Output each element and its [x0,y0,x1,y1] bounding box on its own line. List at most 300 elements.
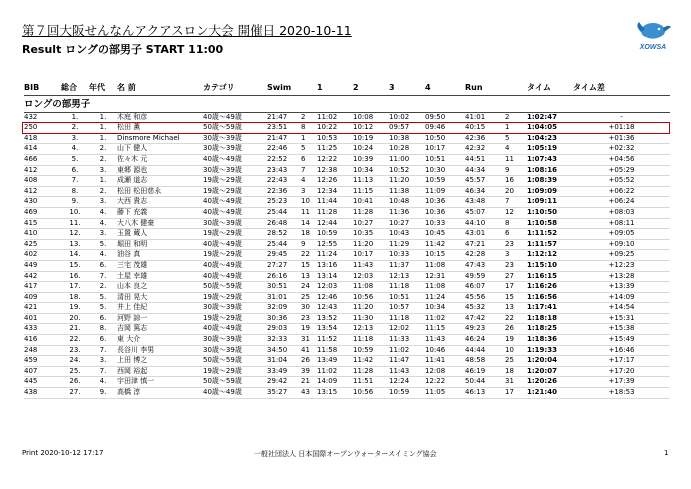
table-cell: 11:37 [389,260,425,271]
table-cell: 12:46 [317,292,353,303]
table-cell: 11:44 [317,197,353,208]
table-cell: 11:09 [425,186,465,197]
table-cell: 9. [89,388,117,399]
table-cell: +13:39 [573,282,670,293]
table-cell: 13:49 [317,356,353,367]
table-cell: 大八木 健豪 [117,218,203,229]
table-cell: 31 [505,377,527,388]
table-cell: 11:42 [353,356,389,367]
table-row [24,186,670,197]
table-cell: 10 [301,197,317,208]
table-cell: 8. [89,324,117,335]
table-cell: 13 [505,303,527,314]
table-cell: 23. [61,345,89,356]
table-cell: 22:46 [267,144,301,155]
table-cell: 12:22 [317,154,353,165]
table-cell: 412 [24,186,61,197]
table-cell: 12:26 [317,176,353,187]
table-cell: 18. [61,292,89,303]
table-cell: 22:36 [267,186,301,197]
table-row [24,123,670,134]
table-cell: 1:18:36 [527,335,573,346]
table-cell: 430 [24,197,61,208]
table-cell: 4. [89,207,117,218]
table-cell: 12:44 [317,218,353,229]
table-cell: 1:02:47 [527,112,573,123]
table-cell: 30:36 [267,313,301,324]
table-cell: 10:22 [317,123,353,134]
table-cell: 10:02 [389,112,425,123]
table-cell: 40歳〜49歳 [203,271,267,282]
table-cell: 1:20:26 [527,377,573,388]
table-cell: 10:51 [425,154,465,165]
table-cell: +14:54 [573,303,670,314]
table-cell: 8 [301,123,317,134]
table-cell: 50歳〜59歳 [203,356,267,367]
table-cell: 24. [61,356,89,367]
table-cell: 6. [89,313,117,324]
table-cell: 19歳〜29歳 [203,176,267,187]
table-row [24,260,670,271]
table-cell: 50:44 [465,377,505,388]
table-cell: 408 [24,176,61,187]
footer-org: 一般社団法人 日本国際オープンウォータースイミング協会 [254,450,437,458]
table-cell: 11. [61,218,89,229]
table-cell: 三宅 茂雄 [117,260,203,271]
table-row [24,239,670,250]
table-cell: 30歳〜39歳 [203,218,267,229]
table-cell: 油谷 真 [117,250,203,261]
table-cell: 21 [301,377,317,388]
table-cell: 藤下 充義 [117,207,203,218]
table-cell: 5. [89,239,117,250]
table-cell: 河野 諒一 [117,313,203,324]
table-cell: 22. [61,335,89,346]
table-cell: 30 [301,303,317,314]
table-cell: 1:21:40 [527,388,573,399]
table-cell: 11:20 [353,303,389,314]
footer-page: 1 [664,449,669,457]
table-cell: 4. [89,250,117,261]
table-row [24,292,670,303]
table-cell: 442 [24,271,61,282]
table-cell: 2. [89,186,117,197]
table-cell: 10:41 [353,197,389,208]
table-cell: 30歳〜39歳 [203,303,267,314]
table-cell: 32:09 [267,303,301,314]
table-cell: 1:20:07 [527,366,573,377]
section-row [24,95,670,112]
table-cell: +05:52 [573,176,670,187]
table-cell: 13 [301,271,317,282]
table-cell: 3. [89,356,117,367]
table-cell: 10:50 [425,133,465,144]
table-cell: 5. [61,154,89,165]
table-cell: 清田 晃大 [117,292,203,303]
table-row [24,207,670,218]
table-cell: 11:08 [353,282,389,293]
table-cell: 5. [89,292,117,303]
table-cell: 248 [24,345,61,356]
table-cell: 1. [89,133,117,144]
table-cell: 12. [61,229,89,240]
column-header: 4 [425,83,465,95]
table-cell: +08:11 [573,218,670,229]
table-cell: 46:19 [465,366,505,377]
table-cell: 40歳〜49歳 [203,112,267,123]
table-cell: 大西 貴志 [117,197,203,208]
table-cell: 11:28 [317,207,353,218]
table-cell: 32:33 [267,335,301,346]
table-cell: 11:08 [425,282,465,293]
table-cell: 9. [61,197,89,208]
table-cell: 成瀬 道志 [117,176,203,187]
table-cell: 09:50 [425,112,465,123]
table-cell: 12:34 [317,186,353,197]
table-row [24,324,670,335]
table-cell: 11:33 [389,335,425,346]
table-cell: 10:17 [353,250,389,261]
table-cell: 445 [24,377,61,388]
table-cell: 11:28 [353,366,389,377]
table-cell: 11:20 [389,176,425,187]
table-cell: 12:13 [389,271,425,282]
table-cell: 4 [505,144,527,155]
table-cell: 12:13 [353,324,389,335]
table-row [24,271,670,282]
table-cell: 10:48 [389,197,425,208]
table-cell: 3 [301,186,317,197]
table-cell: 49:23 [465,324,505,335]
table-cell: 3. [89,197,117,208]
table-cell: 10:59 [353,345,389,356]
table-cell: 27. [61,388,89,399]
table-cell: 10:24 [353,144,389,155]
table-cell: 11:41 [425,356,465,367]
table-cell: 10:45 [425,229,465,240]
table-cell: 山本 良之 [117,282,203,293]
table-cell: 26:48 [267,218,301,229]
table-cell: 2. [89,282,117,293]
table-cell: 28:52 [267,229,301,240]
table-cell: 47:43 [465,260,505,271]
table-cell: 11:00 [389,154,425,165]
table-cell: 402 [24,250,61,261]
column-header: BIB [24,83,61,95]
table-cell: 438 [24,388,61,399]
table-cell: 11:18 [389,282,425,293]
table-cell: 30歳〜39歳 [203,133,267,144]
table-cell: 49:59 [465,271,505,282]
table-cell: 25:44 [267,207,301,218]
column-header: 総合 [61,83,89,95]
table-cell: 50歳〜59歳 [203,123,267,134]
table-cell: 1:17:41 [527,303,573,314]
table-cell: 11:15 [425,324,465,335]
table-cell: 2. [89,144,117,155]
table-cell: 上田 博之 [117,356,203,367]
column-header: Swim [267,83,301,95]
table-cell: 1 [505,123,527,134]
table-cell: 11 [301,207,317,218]
table-cell: 7. [89,345,117,356]
table-cell: 1:11:52 [527,229,573,240]
dolphin-logo-icon [633,18,673,52]
table-cell: +15:38 [573,324,670,335]
column-header: 3 [389,83,425,95]
table-cell: 12:03 [317,282,353,293]
table-cell: 10:34 [425,303,465,314]
table-cell: 29:42 [267,377,301,388]
table-cell: 409 [24,292,61,303]
table-cell: 11:47 [389,356,425,367]
table-cell: 22 [301,250,317,261]
table-cell: 40歳〜49歳 [203,388,267,399]
table-cell: 30歳〜39歳 [203,165,267,176]
table-cell: +09:05 [573,229,670,240]
table-cell: 414 [24,144,61,155]
table-cell: 堀田 和明 [117,239,203,250]
table-row [24,133,670,144]
table-cell: 18 [301,229,317,240]
table-cell: 50歳〜59歳 [203,377,267,388]
table-cell: 11:08 [425,260,465,271]
table-cell: 23 [301,313,317,324]
table-cell: 7 [505,197,527,208]
table-cell: 7. [61,176,89,187]
table-cell: 26:16 [267,271,301,282]
table-cell: 23 [505,260,527,271]
table-cell: 13. [61,239,89,250]
table-cell: 木庭 和彦 [117,112,203,123]
table-cell: 19歳〜29歳 [203,186,267,197]
table-cell: 11:02 [317,366,353,377]
table-cell: 9 [301,239,317,250]
table-cell: 21:47 [267,112,301,123]
table-cell: 15 [505,292,527,303]
table-cell: 42:36 [465,133,505,144]
table-cell: 26 [301,356,317,367]
table-cell: 佐々木 元 [117,154,203,165]
table-cell: 23 [505,239,527,250]
table-cell: 1. [89,176,117,187]
table-cell: 31:01 [267,292,301,303]
table-cell: 1:07:43 [527,154,573,165]
table-cell: 41 [301,345,317,356]
table-cell: +14:09 [573,292,670,303]
table-cell: 13:16 [317,260,353,271]
table-cell: +15:49 [573,335,670,346]
table-cell: 466 [24,154,61,165]
table-cell: 31:04 [267,356,301,367]
table-cell: 10:27 [389,218,425,229]
table-cell: 10:57 [389,303,425,314]
table-row [24,165,670,176]
table-cell: 45:57 [465,176,505,187]
table-cell: 1 [301,133,317,144]
column-header: 年代 [89,83,117,95]
table-cell: +17:39 [573,377,670,388]
table-cell: 5. [89,303,117,314]
table-cell: 09:46 [425,123,465,134]
table-header-row [24,83,670,95]
section-title: ロングの部男子 [24,95,670,112]
table-cell: 10:39 [353,154,389,165]
table-cell: 40歳〜49歳 [203,260,267,271]
table-cell: 2. [61,123,89,134]
table-cell: 11:24 [425,292,465,303]
table-cell: 11:58 [317,345,353,356]
table-cell: 44:51 [465,154,505,165]
table-cell: 11:20 [353,239,389,250]
table-cell: 29:03 [267,324,301,335]
table-cell: 11:43 [353,260,389,271]
table-cell: 10 [505,345,527,356]
table-cell: 1:16:26 [527,282,573,293]
table-cell: 17 [505,388,527,399]
table-cell: 15. [61,260,89,271]
table-cell: 1:09:11 [527,197,573,208]
table-cell: 4. [61,144,89,155]
table-cell: 30:51 [267,282,301,293]
table-cell: 11:15 [353,186,389,197]
table-cell: +01:18 [573,123,670,134]
table-cell: 1:19:33 [527,345,573,356]
table-cell: 7. [89,271,117,282]
table-cell: 吉岡 篤志 [117,324,203,335]
table-cell: 12:08 [425,366,465,377]
table-cell: 11:42 [425,239,465,250]
result-subtitle: Result ロングの部男子 START 11:00 [22,43,224,56]
table-cell: 11 [505,154,527,165]
table-cell: 417 [24,282,61,293]
table-cell: 11:28 [353,207,389,218]
table-cell: 11:24 [317,250,353,261]
table-cell: 40歳〜49歳 [203,154,267,165]
table-cell: 11:52 [317,335,353,346]
table-cell: 10:51 [389,292,425,303]
table-cell: 2 [301,112,317,123]
table-cell: 4. [89,377,117,388]
table-cell: +13:28 [573,271,670,282]
table-cell: 12:22 [425,377,465,388]
table-cell: 40歳〜49歳 [203,324,267,335]
table-cell: 11:18 [389,313,425,324]
table-cell: 43 [301,388,317,399]
table-cell: 40:15 [465,123,505,134]
table-cell: Dinsmore Michael [117,133,203,144]
table-cell: 13:14 [317,271,353,282]
table-cell: 1:16:56 [527,292,573,303]
table-cell: 6. [89,335,117,346]
table-cell: 418 [24,133,61,144]
table-cell: 10:30 [425,165,465,176]
column-header: タイム差 [573,83,670,95]
table-cell: 13:52 [317,313,353,324]
table-row [24,112,670,123]
table-cell: +15:31 [573,313,670,324]
table-cell: 山下 健人 [117,144,203,155]
table-cell: 33:49 [267,366,301,377]
table-cell: 25. [61,366,89,377]
table-cell: 1:15:10 [527,260,573,271]
table-row [24,197,670,208]
table-row [24,313,670,324]
table-cell: 46:24 [465,335,505,346]
table-cell: 1:11:57 [527,239,573,250]
table-cell: +06:24 [573,197,670,208]
table-cell: 土屋 幸雄 [117,271,203,282]
table-cell: 5 [505,133,527,144]
table-cell: 11:02 [389,345,425,356]
table-cell: 西岡 裕起 [117,366,203,377]
table-row [24,144,670,155]
footer-print: Print 2020-10-12 17:17 [22,449,104,457]
table-cell: 10:19 [353,133,389,144]
table-cell: 10:33 [425,218,465,229]
table-row [24,345,670,356]
table-cell: 玉置 蔵人 [117,229,203,240]
table-cell: 12 [505,207,527,218]
table-cell: 東 大介 [117,335,203,346]
table-cell: 1:18:18 [527,313,573,324]
table-cell: 39 [301,366,317,377]
table-cell: 21:47 [267,133,301,144]
table-cell: +06:22 [573,186,670,197]
table-cell: 1:12:12 [527,250,573,261]
table-cell: 10:12 [353,123,389,134]
table-cell: 44:44 [465,345,505,356]
table-cell: 11:18 [353,335,389,346]
table-cell: - [573,112,670,123]
table-cell: 井上 佳紀 [117,303,203,314]
table-cell: 1:04:23 [527,133,573,144]
table-cell: 46:13 [465,388,505,399]
table-cell: 10:59 [389,388,425,399]
table-cell: 19 [301,324,317,335]
table-cell: 2 [505,112,527,123]
table-cell: 10:35 [353,229,389,240]
table-cell: 2. [89,154,117,165]
table-cell: 11:30 [353,313,389,324]
table-cell: 10:43 [389,229,425,240]
table-cell: +08:03 [573,207,670,218]
table-cell: 18 [505,366,527,377]
table-cell: +02:32 [573,144,670,155]
table-cell: 10. [61,207,89,218]
table-cell: 1. [89,123,117,134]
table-cell: +18:53 [573,388,670,399]
table-cell: 19歳〜29歳 [203,250,267,261]
table-cell: 13:54 [317,324,353,335]
table-cell: 4. [89,218,117,229]
table-cell: 1:10:58 [527,218,573,229]
table-cell: 35:27 [267,388,301,399]
table-cell: 1:10:50 [527,207,573,218]
table-cell: 1:20:04 [527,356,573,367]
table-cell: +12:23 [573,260,670,271]
table-cell: 449 [24,260,61,271]
table-cell: 11:36 [389,207,425,218]
table-cell: 16 [505,176,527,187]
table-cell: 1. [89,112,117,123]
table-cell: 416 [24,335,61,346]
table-cell: 1:04:05 [527,123,573,134]
table-cell: 30歳〜39歳 [203,345,267,356]
table-cell: 48:58 [465,356,505,367]
table-cell: 44:34 [465,165,505,176]
table-cell: 11:02 [317,112,353,123]
